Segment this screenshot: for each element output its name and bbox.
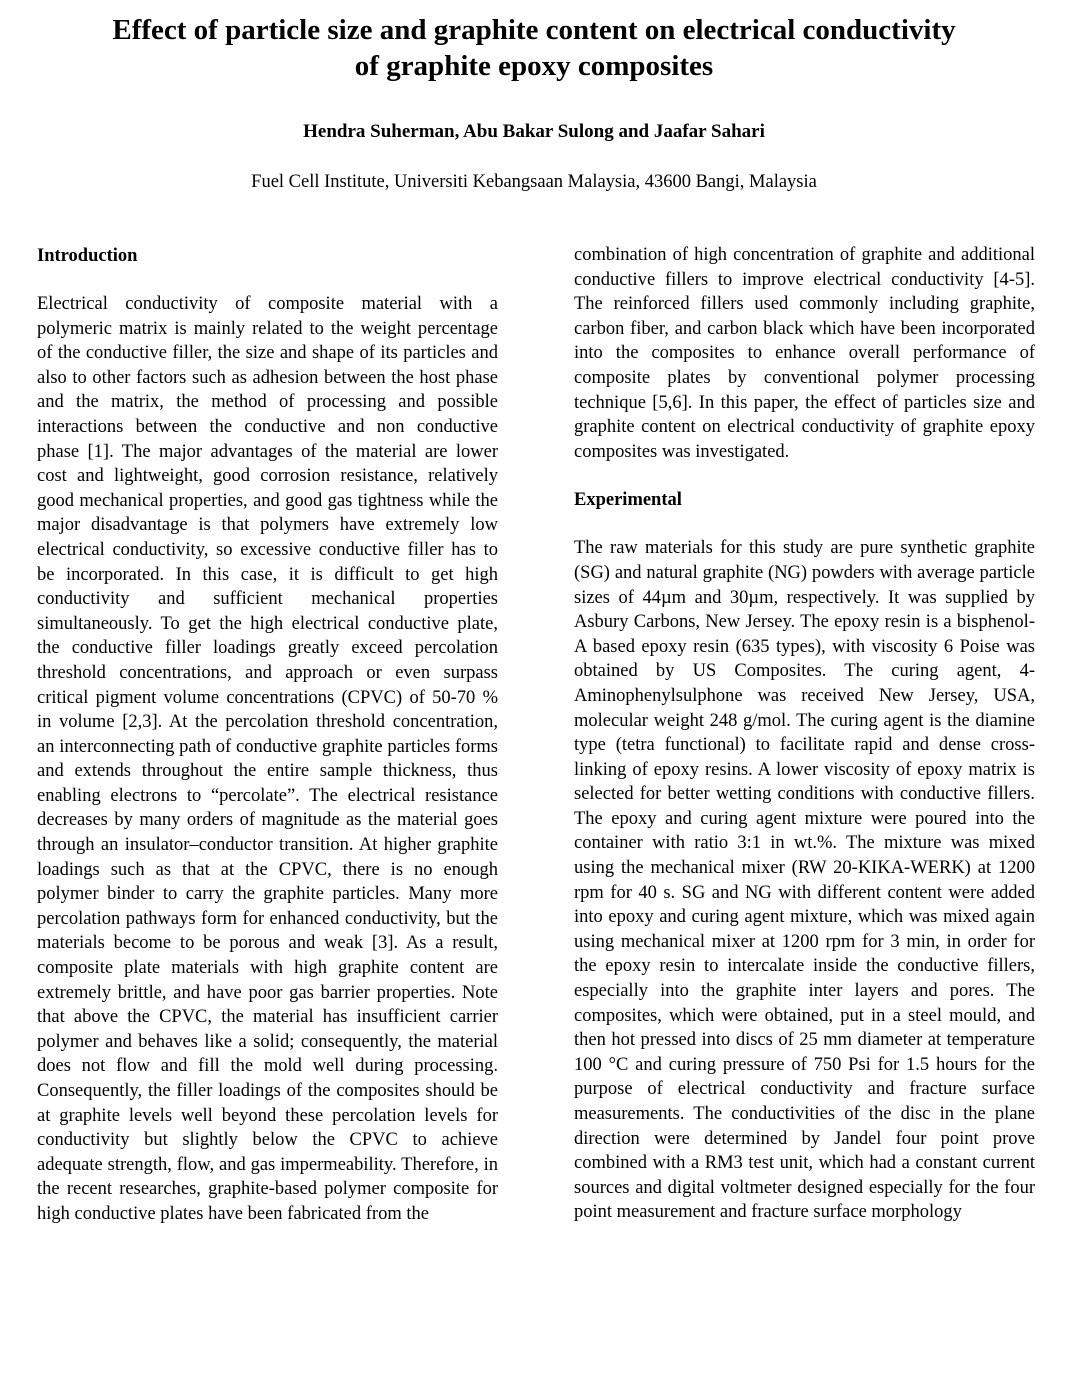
experimental-paragraph: The raw materials for this study are pure synthetic graphite (SG) and natural graphite (NG) powders with average particle sizes of 44µm and 30µm, respectively. It was supplied by Asbury Carbons, New Jersey. The epoxy resin is a bisphenol-A based epoxy resin (635 types), with viscosity 6 Poise was obtained by US Composites. The curing agent, 4-Aminophenylsulphone was received New Jersey, USA, molecular weight 248 g/mol. The curing agent is the diamine type (tetra functional) to facilitate rapid and dense cross-linking of epoxy resins. A lower viscosity of epoxy matrix is selected for better wetting conditions with conductive fillers. The epoxy and curing agent mixture were poured into the container with ratio 3:1 in wt.%. The mixture was mixed using the mechanical mixer (RW 20-KIKA-WERK) at 1200 rpm for 40 s. SG and NG with different content were added into epoxy and curing agent mixture, which was mixed again using mechanical mixer at 1200 rpm for 3 min, in order for the epoxy resin to intercalate inside the conductive fillers, especially into the graphite inter layers and pores. The composites, which were obtained, put in a steel mould, and then hot pressed into discs of 25 mm diameter at temperature 100 °C and curing pressure of 750 Psi for 1.5 hours for the purpose of electrical conductivity and fracture surface measurements. The conductivities of the disc in the plane direction were determined by Jandel four point prove combined with a RM3 test unit, which had a constant current sources and digital voltmeter designed especially for the four point measurement and fracture surface morphology: [574, 538, 1035, 1223]
left-column: [37, 243, 498, 1227]
right-column: [574, 243, 1035, 1225]
authors: Hendra Suherman, Abu Bakar Sulong and Jaafar Sahari: [303, 121, 765, 142]
title-line-1: Effect of particle size and graphite content on electrical conductivity: [112, 14, 956, 46]
section-heading-introduction: Introduction: [37, 246, 138, 266]
paper-title: [40, 12, 1028, 84]
introduction-paragraph: Electrical conductivity of composite material with a polymeric matrix is mainly related to the weight percentage of the conductive filler, the size and shape of its particles and also to other factors such as adhesion between the host phase and the matrix, the method of processing and possible interactions between the conductive and non conductive phase [1]. The major advantages of the material are lower cost and lightweight, good corrosion resistance, relatively good mechanical properties, and good gas tightness while the major disadvantage is that polymers have extremely low electrical conductivity, so excessive conductive filler has to be incorporated. In this case, it is difficult to get high conductivity and sufficient mechanical properties simultaneously. To get the high electrical conductive plate, the conductive filler loadings greatly exceed percolation threshold concentrations, and approach or even surpass critical pigment volume concentrations (CPVC) of 50-70 % in volume [2,3]. At the percolation threshold concentration, an interconnecting path of conductive graphite particles forms and extends throughout the entire sample thickness, thus enabling electrons to “percolate”. The electrical resistance decreases by many orders of magnitude as the material goes through an insulator–conductor transition. At higher graphite loadings such as that at the CPVC, there is no enough polymer binder to carry the graphite particles. Many more percolation pathways form for enhanced conductivity, but the materials become to be porous and weak [3]. As a result, composite plate materials with high graphite content are extremely brittle, and have poor gas barrier properties. Note that above the CPVC, the material has insufficient carrier polymer and behaves like a solid; consequently, the material does not flow and fill the mold well during processing. Consequently, the filler loadings of the composites should be at graphite levels well beyond these percolation levels for conductivity but slightly below the CPVC to achieve adequate strength, flow, and gas impermeability. Therefore, in the recent researches, graphite-based polymer composite for high conductive plates have been fabricated from the: [37, 294, 498, 1224]
introduction-paragraph-continued: combination of high concentration of graphite and additional conductive fillers to improve electrical conductivity [4-5]. The reinforced fillers used commonly including graphite, carbon fiber, and carbon black which have been incorporated into the composites to enhance overall performance of composite plates by conventional polymer processing technique [5,6]. In this paper, the effect of particles size and graphite content on electrical conductivity of graphite epoxy composites was investigated.: [574, 245, 1035, 462]
affiliation: Fuel Cell Institute, Universiti Kebangsaan Malaysia, 43600 Bangi, Malaysia: [251, 172, 817, 192]
title-line-2: of graphite epoxy composites: [354, 50, 714, 82]
section-heading-experimental: Experimental: [574, 490, 682, 511]
